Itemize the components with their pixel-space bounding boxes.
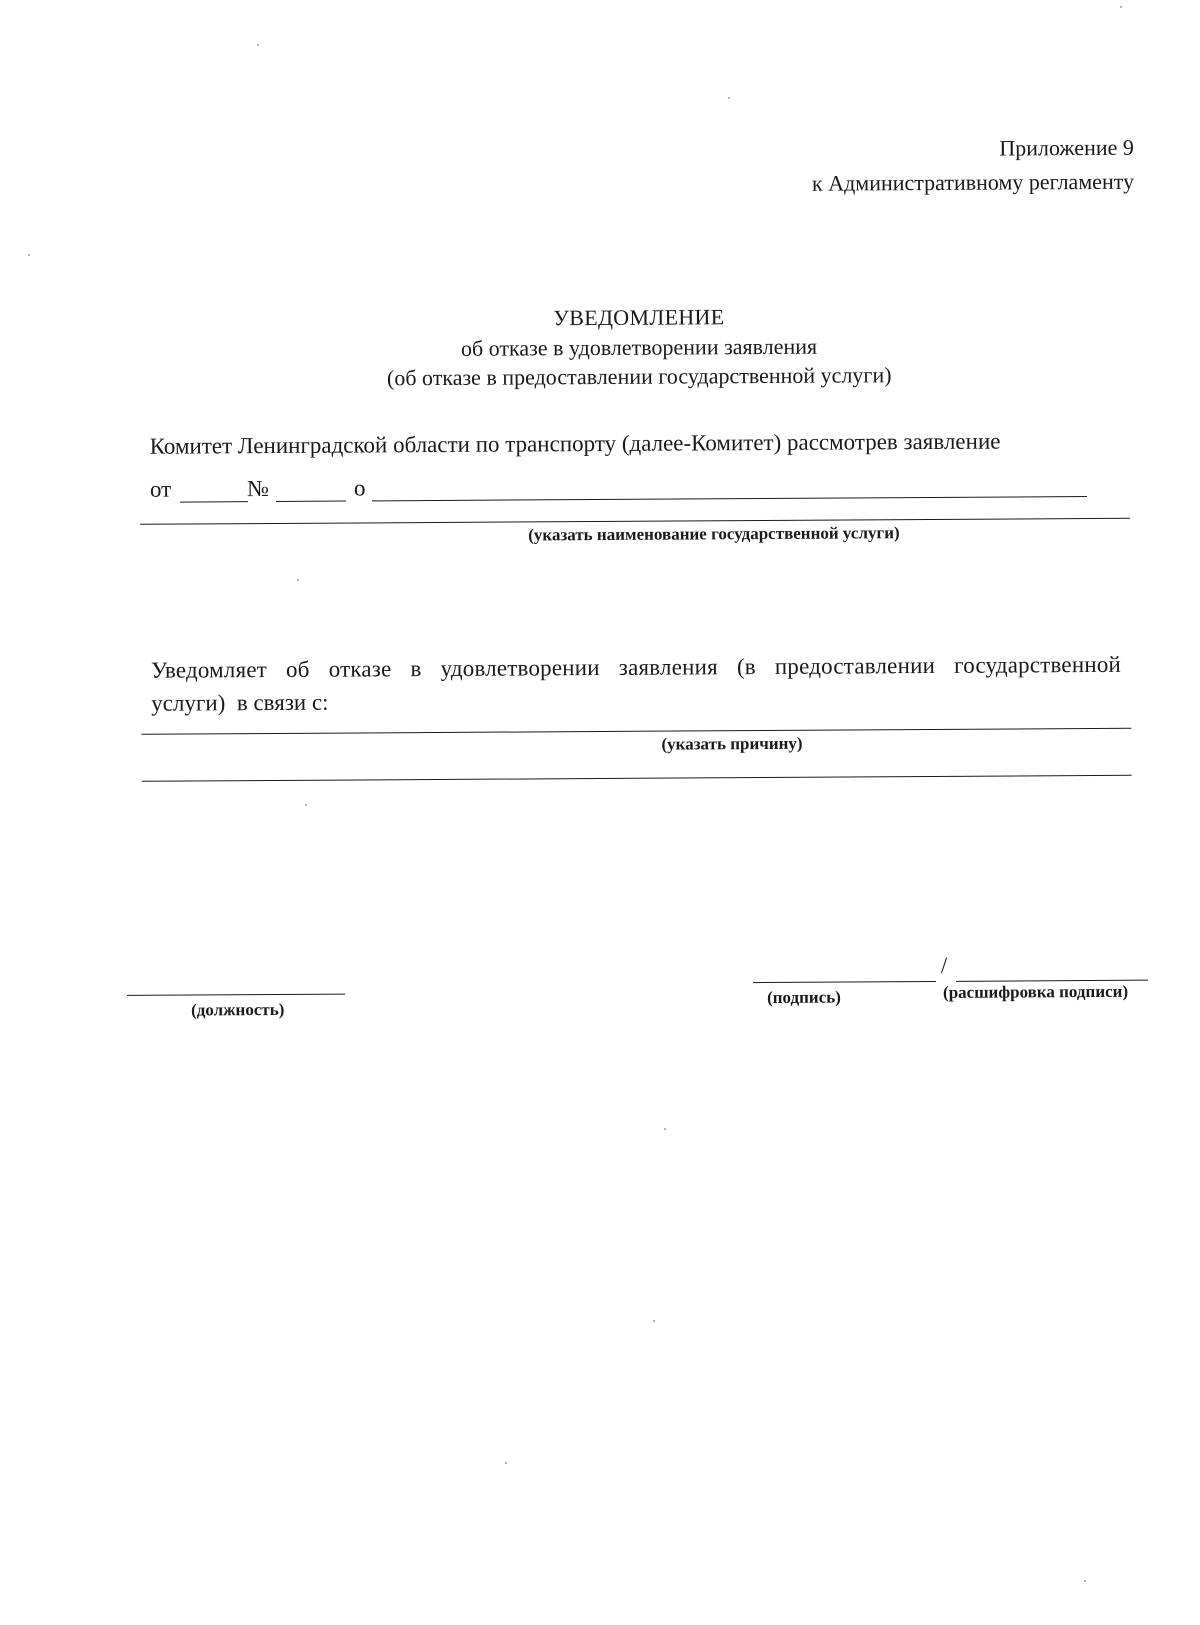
scan-speck [664,1128,666,1130]
scan-speck [505,1462,507,1464]
from-label: от [149,476,172,502]
number-blank-line [276,501,346,502]
signature-slash: / [940,952,948,978]
service-name-line [140,518,1130,525]
date-blank-line [180,501,248,502]
subject-blank-line [372,496,1087,501]
reason-caption: (указать причину) [661,733,803,754]
appendix-number: Приложение 9 [999,134,1134,161]
scan-speck [257,44,259,46]
scan-speck [1120,6,1122,8]
notice-text-line-1: Уведомляет об отказе в удовлетворении заявления (в предоставлении государственной [150,651,1122,683]
position-caption: (должность) [191,999,285,1020]
service-name-caption: (указать наименование государственной услуги) [528,523,900,545]
reason-line-1 [141,728,1131,735]
signature-caption: (подпись) [766,987,841,1007]
scan-speck [728,97,730,99]
document-title-block [0,299,1200,395]
document-title: УВЕДОМЛЕНИЕ [553,304,725,331]
appendix-reference: к Административному регламенту [811,168,1135,196]
position-line [127,994,345,996]
appendix-header [812,131,1135,201]
number-label: № [246,476,269,502]
intro-text: Комитет Ленинградской области по транспорту (далее-Комитет) рассмотрев заявление [149,428,1001,459]
scan-speck [305,804,307,806]
reason-line-2 [142,775,1132,782]
scan-speck [297,579,299,581]
document-subtitle-1: об отказе в удовлетворении заявления [460,333,818,361]
scan-speck [653,1320,655,1322]
scan-speck [28,254,30,256]
document-subtitle-2: (об отказе в предоставлении государственной услуги) [386,362,892,391]
notice-text-line-2: услуги) в связи с: [151,689,329,716]
scan-speck [1084,1580,1086,1582]
signature-line [753,981,936,983]
decoding-caption: (расшифровка подписи) [942,981,1129,1002]
about-label: о [353,475,366,501]
